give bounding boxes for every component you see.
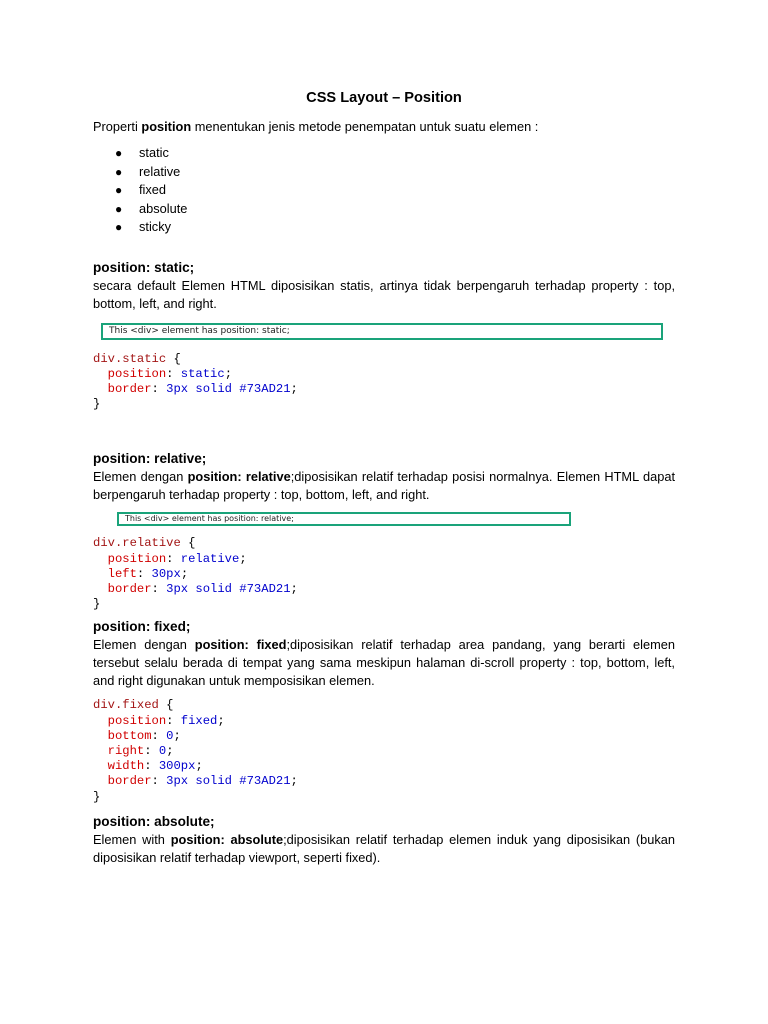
demo-box-relative: This <div> element has position: relative;	[117, 512, 571, 526]
code-value: 3px solid #73AD21	[166, 774, 291, 789]
section-text	[93, 636, 675, 690]
code-value: fixed	[180, 713, 218, 728]
bullet-icon: ●	[115, 220, 123, 234]
list-item-label: sticky	[139, 219, 171, 234]
code-value: 300px	[158, 759, 196, 774]
section-text: secara default Elemen HTML diposisikan statis, artinya tidak berpengaruh terhadap property : top, bottom, left, and right.	[93, 277, 675, 311]
code-value: static	[180, 366, 225, 381]
section-fixed	[93, 618, 675, 804]
code-value: 0	[166, 728, 174, 743]
code-value: relative	[180, 551, 240, 566]
code-block-fixed: div.fixed { position: fixed; bottom: 0; right: 0; width: 300px; border: 3px solid #73AD21; }	[93, 698, 298, 804]
demo-box-static: This <div> element has position: static;	[101, 323, 663, 340]
list-item-label: relative	[139, 163, 181, 179]
page-title: CSS Layout – Position	[306, 90, 462, 106]
code-property: position	[107, 366, 167, 381]
code-property: width	[107, 759, 145, 774]
list-item-label: absolute	[139, 200, 188, 216]
section-text-bold: position: absolute	[170, 831, 284, 847]
section-text-bold: position: fixed	[194, 637, 287, 653]
bullet-icon: ●	[115, 183, 123, 197]
code-property: bottom	[107, 728, 152, 743]
intro-bold: position	[141, 119, 192, 134]
code-selector: div.fixed	[93, 698, 159, 713]
list-item-label: static	[139, 145, 169, 160]
section-text	[93, 468, 675, 504]
code-property: border	[107, 581, 152, 596]
code-property: position	[107, 551, 167, 566]
code-selector: div.relative	[93, 536, 181, 551]
list-item	[115, 144, 675, 163]
code-property: border	[107, 774, 152, 789]
section-text-part: ;diposisikan relatif terhadap area pandang, yang berarti elemen tersebut selalu berada di tempat yang sama meskipun halaman di-scroll property : top, bottom, left, and right digunakan untuk memposisikan elemen.	[93, 637, 676, 689]
list-item-label: fixed	[139, 182, 167, 197]
section-text-part: Elemen dengan	[93, 637, 195, 653]
section-relative	[93, 450, 675, 612]
code-property: border	[107, 381, 152, 396]
code-value: 30px	[151, 566, 181, 581]
section-text-part: Elemen dengan	[93, 469, 188, 485]
section-text-part: ;diposisikan relatif terhadap posisi normalnya. Elemen HTML dapat berpengaruh terhadap property : top, bottom, left, and right.	[93, 469, 675, 503]
list-item	[115, 181, 675, 200]
code-block-relative: div.relative { position: relative; left: 30px; border: 3px solid #73AD21; }	[93, 536, 298, 612]
section-text	[93, 831, 675, 867]
list-item	[115, 200, 675, 219]
code-selector: div.static	[93, 351, 167, 366]
section-heading: position: static;	[93, 259, 195, 275]
document-page	[93, 88, 675, 867]
bullet-icon: ●	[115, 146, 123, 160]
section-heading: position: relative;	[93, 451, 207, 467]
section-static	[93, 259, 675, 413]
section-text-bold: position: relative	[187, 469, 291, 485]
intro-text: Properti	[93, 119, 142, 134]
position-values-list	[93, 144, 675, 237]
bullet-icon: ●	[115, 164, 123, 179]
code-block-static: div.static { position: static; border: 3px solid #73AD21; }	[93, 351, 298, 412]
list-item	[115, 163, 675, 182]
intro-paragraph	[93, 118, 675, 136]
code-value: 0	[158, 743, 167, 758]
section-heading: position: absolute;	[93, 813, 215, 829]
code-property: left	[107, 566, 137, 581]
section-text-part: ;diposisikan relatif terhadap elemen induk yang diposisikan (bukan diposisikan relatif terhadap viewport, seperti fixed).	[93, 831, 675, 865]
code-value: 3px solid #73AD21	[166, 581, 291, 596]
section-absolute	[93, 813, 675, 867]
code-value: 3px solid #73AD21	[166, 381, 291, 396]
intro-text-end: menentukan jenis metode penempatan untuk suatu elemen :	[191, 119, 539, 134]
bullet-icon: ●	[115, 201, 123, 216]
section-heading: position: fixed;	[93, 619, 191, 635]
list-item	[115, 218, 675, 237]
section-text-part: Elemen with	[93, 831, 171, 847]
code-property: right	[107, 743, 145, 758]
code-property: position	[107, 713, 167, 728]
